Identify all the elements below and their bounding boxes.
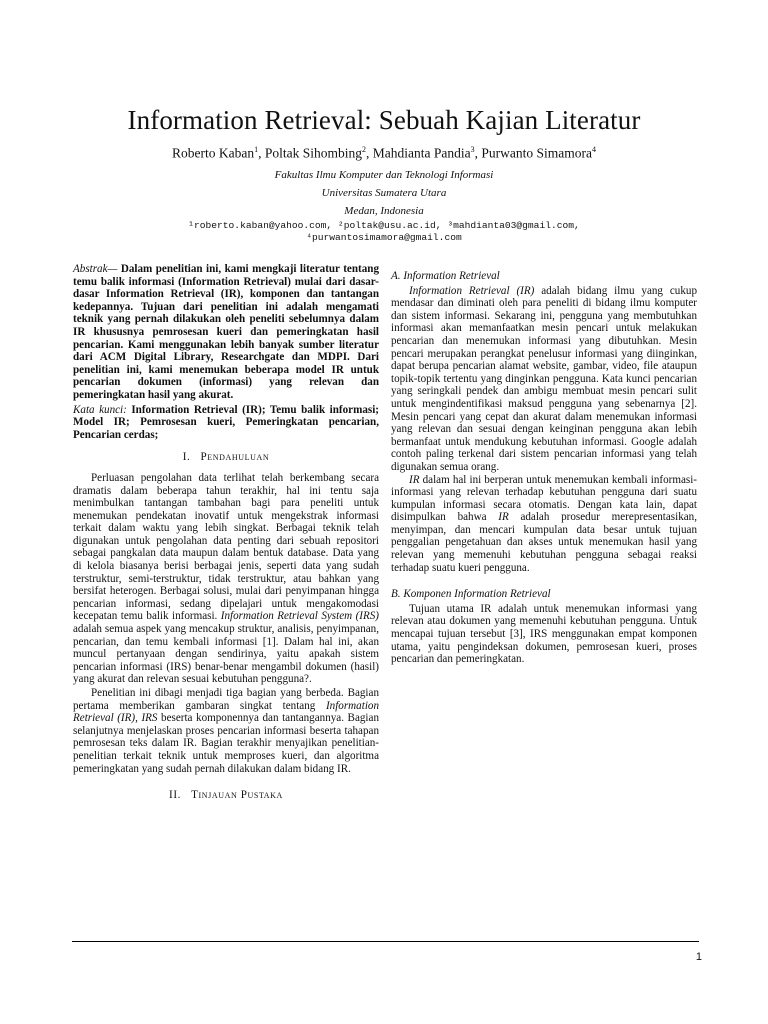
author-index: 1	[254, 145, 259, 154]
abstract-lead: Abstrak—	[73, 263, 118, 275]
paragraph-emphasis: IR	[498, 511, 509, 524]
section-numeral: I.	[182, 451, 191, 464]
author-emails	[0, 220, 768, 244]
author-separator: ,	[366, 145, 373, 161]
author-list	[0, 145, 768, 162]
email-line: ⁴purwantosimamora@gmail.com	[306, 232, 462, 243]
paragraph-text: adalah bidang ilmu yang cukup mendasar dan diminati oleh para peneliti di bidang ilmu komputer dan sistem informasi. Sekarang ini, pengguna yang membutuhkan informasi akan memanfaatkan mesin pencari untuk melakukan pencarian dan menemukan informasi yang dibutuhkan. Mesin pencari merupakan perangkat penelusur informasi yang diinginkan, dapat berupa pencarian alamat website, gambar, video, file ataupun topik-topik tertentu yang dinginkan pengguna. Kata kunci pencarian yang seringkali pendek dan ambigu membuat mesin pencari sulit untuk mengindentifikasi maksud pengguna yang sebenarnya [2]. Mesin pencari yang cepat dan akurat dalam menemukan informasi yang relevan dan sesuai dengan keinginan pengguna akan lebih bermanfaat untuk mendukung kebutuhan informasi. Google adalah contoh paling terkenal dari sistem pencarian informasi yang telah digunakan semua orang.	[391, 284, 697, 473]
left-column	[73, 263, 379, 810]
author-name: Mahdianta Pandia	[372, 145, 471, 161]
footer-rule	[72, 941, 699, 942]
paragraph	[73, 687, 379, 775]
paragraph-emphasis: Information Retrieval (IR)	[409, 284, 535, 297]
paragraph-text: Tujuan utama IR adalah untuk menemukan informasi yang relevan atau dokumen yang memenuhi kebutuhan pengguna. Untuk mencapai tujuan tersebut [3], IRS menggunakan empat komponen utama, yaitu pengindeksan dokumen, pemrosesan kueri, proses pencarian dan pemeringkatan.	[391, 602, 697, 666]
affiliation-faculty: Fakultas Ilmu Komputer dan Teknologi Informasi	[274, 169, 494, 181]
affiliation-university: Universitas Sumatera Utara	[321, 187, 447, 199]
section-title: Tinjauan Pustaka	[191, 789, 283, 802]
paragraph-text: Perluasan pengolahan data terlihat telah berkembang secara dramatis dalam beberapa tahun terakhir, hal ini tentu saja menimbulkan tantangan tambahan bagi para peneliti untuk menemukan pendekatan inovatif untuk mengekstrak informasi terkait dalam waktu yang lebih singkat. Berbagai teknik telah digunakan untuk pengolahan data penting dari sebuah repositori sebagai pangkalan data maupun dalam bentuk database. Data yang di kelola biasanya berisi berbagai jenis, seperti data yang sudah terstruktur, semi-terstruktur, tidak terstruktur, atau bahkan yang bersifat heterogen. Berbagai solusi, mulai dari penyimpanan hingga pencarian informasi, sedang dipelajari untuk mengakomodasi kecepatan temu balik informasi.	[73, 471, 379, 623]
paper-title: Information Retrieval: Sebuah Kajian Literatur	[127, 105, 641, 135]
section-heading	[73, 789, 379, 802]
page-number: 1	[695, 951, 702, 963]
abstract	[73, 263, 379, 402]
paragraph	[73, 472, 379, 686]
paragraph	[391, 285, 697, 474]
affiliation-city: Medan, Indonesia	[344, 205, 424, 217]
author-name: Roberto Kaban	[172, 145, 255, 161]
subsection-heading: A. Information Retrieval	[391, 270, 500, 282]
paragraph-text: beserta komponennya dan tantangannya. Bagian selanjutnya menjelaskan proses pencarian informasi beserta tahapan pemrosesan teks dalam IR. Bagian terakhir menyajikan penelitian-penelitian terkait teknik untuk memproses kueri, dan algoritma pemeringkatan yang sudah pernah dilakukan dalam bidang IR.	[73, 712, 379, 775]
paragraph-text: adalah semua aspek yang mencakup struktur, analisis, penyimpanan, pencarian, dan temu kembali informasi [1]. Dalam hal ini, akan muncul pertanyaan dengan sendirinya, yaitu apakah sistem pencarian informasi (IRS) benar-benar mengambil dokumen (hasil) yang akurat dan relevan sesuai kebutuhan pengguna?.	[73, 623, 379, 686]
paragraph-text: dalam hal ini berperan untuk menemukan kembali informasi-informasi yang relevan terhadap kebutuhan pengguna dari suatu kumpulan informasi secara otomatis. Dengan kata lain, dapat disimpulkan bahwa	[391, 473, 697, 524]
author-index: 4	[591, 145, 596, 154]
section-numeral: II.	[169, 789, 182, 802]
paragraph	[391, 603, 697, 666]
paragraph-emphasis: Information Retrieval System (IRS)	[220, 610, 379, 623]
subsection-heading: B. Komponen Information Retrieval	[391, 588, 551, 601]
paragraph-emphasis: IR	[409, 473, 420, 486]
abstract-text: Dalam penelitian ini, kami mengkaji literatur tentang temu balik informasi (Information Retrieval) mulai dari dasar-dasar Information Retrieval (IR), komponen dan tantangan kedepannya. Tujuan dari penelitian ini adalah mengamati teknik yang pernah dilakukan oleh peneliti sebelumnya dalam IR khususnya pemrosesan kueri dan pemeringkatan hasil pencarian. Kami menggunakan lebih banyak sumber literatur dari ACM Digital Library, Researchgate dan MDPI. Dari penelitian ini, kami menemukan beberapa model IR untuk pencarian dokumen (informasi) yang relevan dan pemeringkatan hasil yang akurat.	[73, 263, 379, 401]
section-heading	[73, 451, 379, 464]
author-separator: ,	[258, 145, 265, 161]
author-name: Poltak Sihombing	[264, 145, 362, 161]
keywords-lead: Kata kunci:	[73, 403, 127, 416]
author-index: 2	[362, 145, 366, 154]
author-separator: ,	[474, 145, 482, 161]
keywords-text: Information Retrieval (IR); Temu balik informasi; Model IR; Pemrosesan kueri, Pemeringkatan pencarian, Pencarian cerdas;	[73, 403, 379, 441]
section-title: Pendahuluan	[200, 451, 270, 464]
author-index: 3	[470, 145, 475, 154]
paragraph-text: Penelitian ini dibagi menjadi tiga bagian yang berbeda. Bagian pertama memberikan gambaran singkat tentang	[73, 687, 379, 712]
email-line: ¹roberto.kaban@yahoo.com, ²poltak@usu.ac.id, ³mahdianta03@gmail.com,	[188, 220, 580, 231]
paragraph-emphasis: Information Retrieval (IR), IRS	[73, 699, 379, 725]
paragraph-text: adalah prosedur merepresentasikan, menyimpan, dan mencari kumpulan data besar untuk tujuan penggalian pengetahuan dan akses untuk menemukan hasil yang relevan yang memenuhi kebutuhan pengguna sebagai reaksi terhadap suatu kueri pengguna.	[391, 511, 697, 574]
keywords	[73, 404, 379, 442]
paragraph	[391, 474, 697, 575]
right-column	[391, 270, 697, 666]
author-name: Purwanto Simamora	[481, 145, 592, 161]
